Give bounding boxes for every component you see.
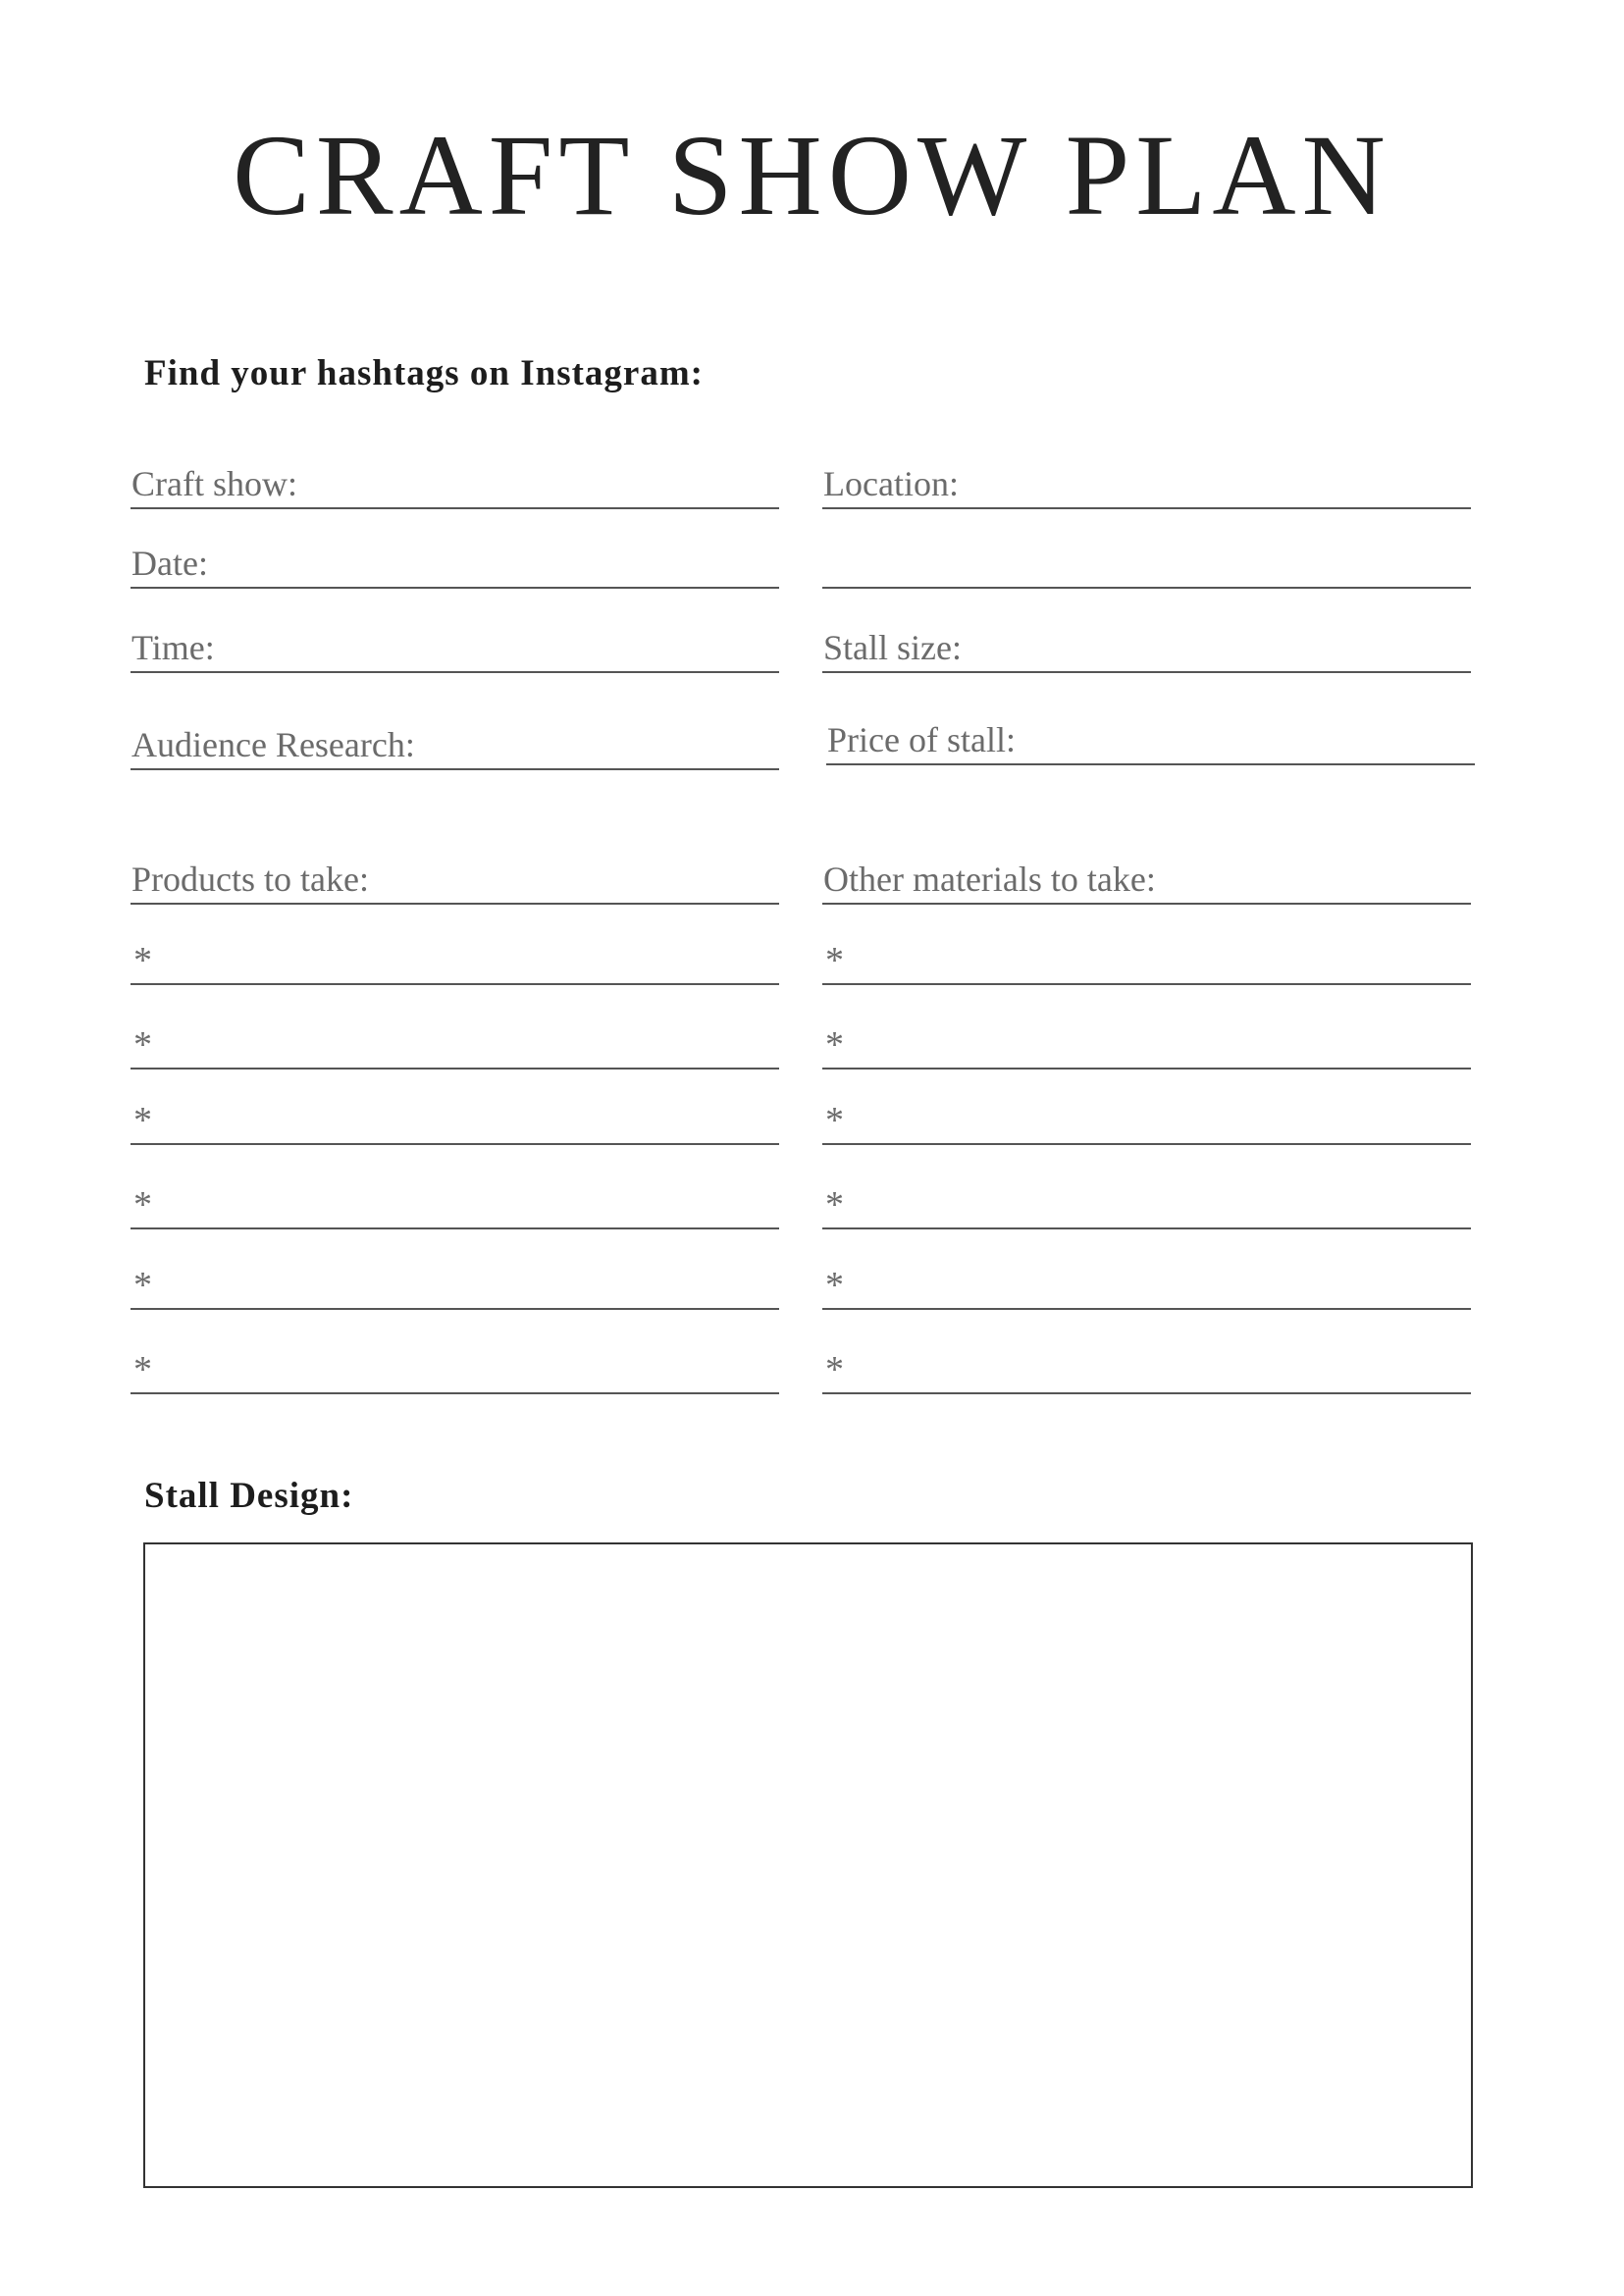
location-label: Location: [823,464,959,503]
product-line[interactable] [131,926,779,985]
time-field[interactable] [131,614,779,673]
price-of-stall-field[interactable] [826,706,1475,765]
bullet-star: * [825,1349,844,1390]
bullet-star: * [133,1184,152,1226]
other-materials-label: Other materials to take: [823,860,1156,899]
bullet-star: * [133,1265,152,1306]
hashtags-heading: Find your hashtags on Instagram: [144,353,704,393]
craft-show-label: Craft show: [131,464,297,503]
stall-size-field[interactable] [822,614,1471,673]
bullet-star: * [825,1184,844,1226]
bullet-star: * [825,1024,844,1066]
material-line[interactable] [822,1086,1471,1145]
location-field[interactable] [822,450,1471,509]
price-of-stall-label: Price of stall: [827,720,1016,759]
material-line[interactable] [822,1011,1471,1070]
material-line[interactable] [822,1251,1471,1310]
stall-design-heading: Stall Design: [144,1476,354,1516]
audience-research-field[interactable] [131,711,779,770]
stall-size-label: Stall size: [823,628,962,667]
product-line[interactable] [131,1335,779,1394]
date-field[interactable] [131,530,779,589]
bullet-star: * [825,1265,844,1306]
product-line[interactable] [131,1086,779,1145]
bullet-star: * [133,940,152,981]
time-label: Time: [131,628,215,667]
audience-research-label: Audience Research: [131,725,415,764]
product-line[interactable] [131,1251,779,1310]
material-line[interactable] [822,926,1471,985]
products-to-take-header [131,846,779,905]
bullet-star: * [133,1349,152,1390]
craft-show-field[interactable] [131,450,779,509]
bullet-star: * [825,940,844,981]
bullet-star: * [133,1100,152,1141]
material-line[interactable] [822,1335,1471,1394]
location-continued-field[interactable] [822,530,1471,589]
product-line[interactable] [131,1011,779,1070]
other-materials-header [822,846,1471,905]
date-label: Date: [131,544,208,583]
bullet-star: * [133,1024,152,1066]
product-line[interactable] [131,1171,779,1229]
material-line[interactable] [822,1171,1471,1229]
page-title: CRAFT SHOW PLAN [233,111,1391,239]
products-to-take-label: Products to take: [131,860,369,899]
stall-design-box[interactable] [143,1542,1473,2188]
bullet-star: * [825,1100,844,1141]
